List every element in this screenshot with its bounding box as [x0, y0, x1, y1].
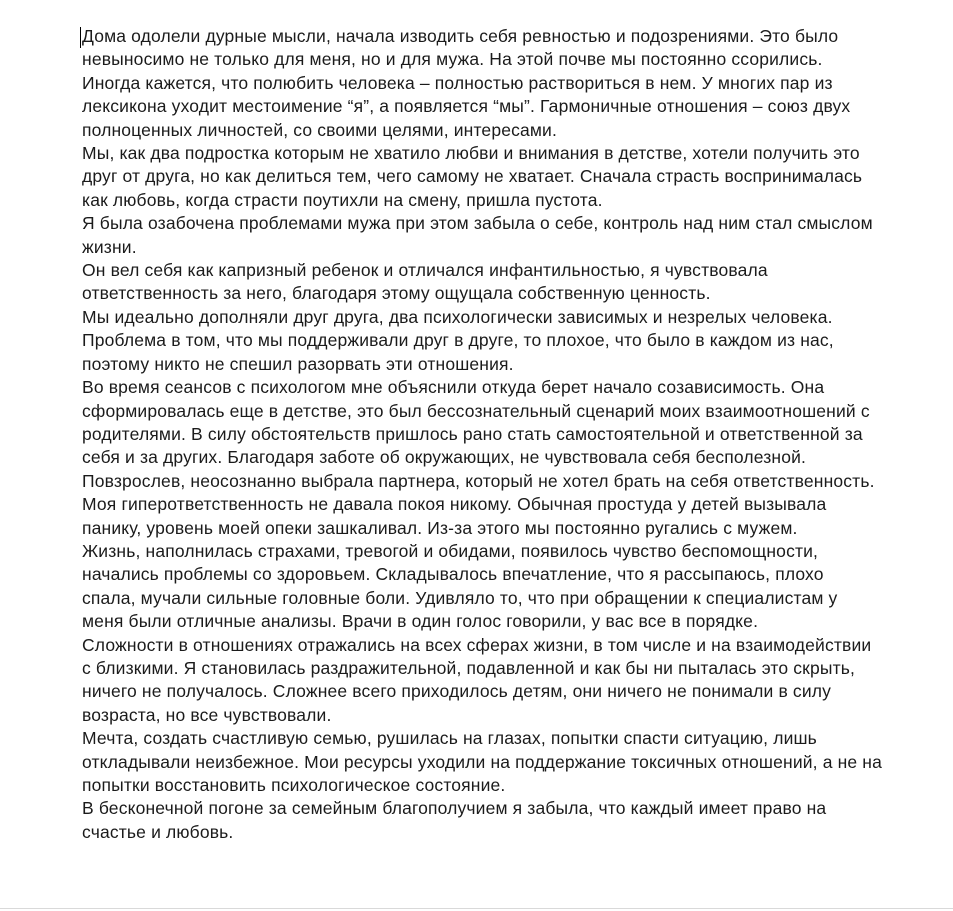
page-edge-divider — [0, 908, 953, 909]
paragraph: Дома одолели дурные мысли, начала изводить себя ревностью и подозрениями. Это было невыносимо не только для меня, но и для мужа. На этой почве мы постоянно ссорились. — [82, 26, 839, 70]
paragraph: Он вел себя как капризный ребенок и отличался инфантильностью, я чувствовала ответственность за него, благодаря этому ощущала собственную ценность. — [82, 260, 768, 304]
paragraph: Сложности в отношениях отражались на всех сферах жизни, в том числе и на взаимодействии с близкими. Я становилась раздражительной, подавленной и как бы ни пыталась это скрыть, ничего не получалось. Сложнее всего приходилось детям, они ничего не понимали в силу возраста, но все чувствовали. — [82, 634, 872, 725]
paragraph: Я была озабочена проблемами мужа при этом забыла о себе, контроль над ним стал смыслом жизни. — [82, 213, 873, 257]
paragraph: Мы, как два подростка которым не хватило любви и внимания в детстве, хотели получить это друг от друга, но как делиться тем, чего самому не хватает. Сначала страсть воспринималась как любовь, когда страсти поутихли на смену, пришла пустота. — [82, 143, 863, 210]
paragraph: Во время сеансов с психологом мне объяснили откуда берет начало созависимость. Она сформировалась еще в детстве, это был бессознательный сценарий моих взаимоотношений с родителями. В силу обстоятельств пришлось рано стать самостоятельной и ответственной за себя и за других. Благодаря заботе об окружающих, не чувствовала себя бесполезной. Повзрослев, неосознанно выбрала партнера, который не хотел брать на себя ответственность. — [82, 377, 875, 491]
paragraph: Мечта, создать счастливую семью, рушилась на глазах, попытки спасти ситуацию, лишь откладывали неизбежное. Мои ресурсы уходили на поддержание токсичных отношений, а не на попытки восстановить психологическое состояние. — [82, 728, 882, 795]
paragraph: В бесконечной погоне за семейным благополучием я забыла, что каждый имеет право на счастье и любовь. — [82, 798, 827, 842]
document-body[interactable] — [82, 25, 882, 844]
text-cursor — [80, 27, 81, 48]
paragraph: Мы идеально дополняли друг друга, два психологически зависимых и незрелых человека. Проблема в том, что мы поддерживали друг в друге, то плохое, что было в каждом из нас, поэтому никто не спешил разорвать эти отношения. — [82, 306, 834, 374]
paragraph: Моя гиперответственность не давала покоя никому. Обычная простуда у детей вызывала панику, уровень моей опеки зашкаливал. Из-за этого мы постоянно ругались с мужем. — [82, 494, 827, 538]
paragraph: Жизнь, наполнилась страхами, тревогой и обидами, появилось чувство беспомощности, начались проблемы со здоровьем. Складывалось впечатление, что я рассыпаюсь, плохо спала, мучали сильные головные боли. Удивляло то, что при обращении к специалистам у меня были отличные анализы. Врачи в один голос говорили, у вас все в порядке. — [82, 540, 838, 632]
paragraph: Иногда кажется, что полюбить человека – полностью раствориться в нем. У многих пар из лексикона уходит местоимение “я”, а появляется “мы”. Гармоничные отношения – союз двух полноценных личностей, со своими целями, интересами. — [82, 72, 851, 140]
